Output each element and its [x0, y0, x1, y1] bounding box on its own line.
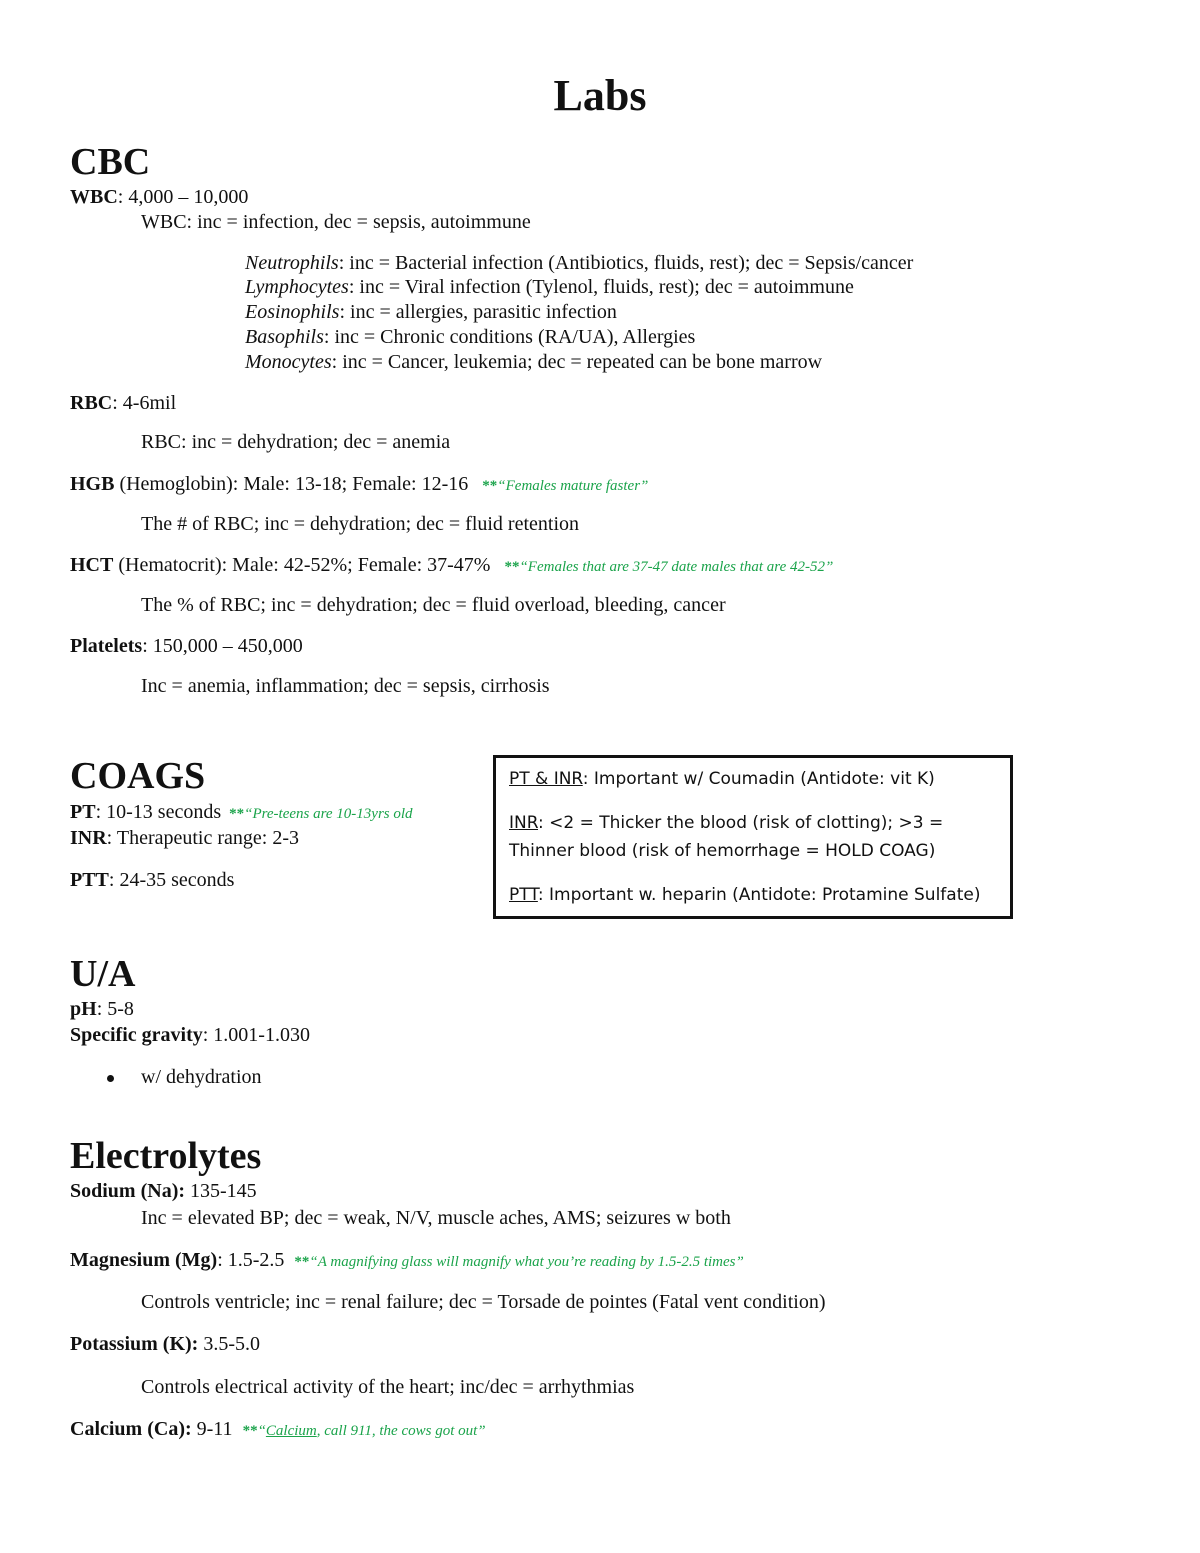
sodium-line [70, 1180, 257, 1203]
magnesium-value: : 1.5-2.5 [217, 1249, 285, 1271]
sodium-note: Inc = elevated BP; dec = weak, N/V, muscle aches, AMS; seizures w both [141, 1207, 731, 1229]
diff-name: Basophils [245, 326, 324, 348]
hgb-label: HGB [70, 473, 115, 495]
pt-line [70, 801, 413, 824]
magnesium-mnemonic: **“A magnifying glass will magnify what you’re reading by 1.5-2.5 times” [294, 1254, 744, 1270]
bullet-icon [107, 1075, 114, 1082]
inr-line [70, 827, 299, 850]
calcium-value: 9-11 [191, 1418, 233, 1440]
ph-label: pH [70, 998, 97, 1020]
diff-basophils [245, 326, 695, 349]
sg-line [70, 1024, 310, 1047]
ua-heading: U/A [70, 953, 136, 995]
inr-value: : Therapeutic range: 2-3 [106, 827, 299, 849]
ptt-line [70, 869, 234, 892]
electrolytes-heading: Electrolytes [70, 1135, 262, 1177]
box-line-pt-inr [509, 769, 935, 789]
hct-label: HCT [70, 554, 114, 576]
ptt-value: : 24-35 seconds [108, 869, 235, 891]
platelets-value: : 150,000 – 450,000 [142, 635, 303, 657]
potassium-label: Potassium (K): [70, 1333, 199, 1355]
box-label: PTT [509, 885, 538, 905]
sodium-label: Sodium (Na): [70, 1180, 186, 1202]
inr-label: INR [70, 827, 107, 849]
potassium-value: 3.5-5.0 [198, 1333, 260, 1355]
platelets-note: Inc = anemia, inflammation; dec = sepsis, cirrhosis [141, 675, 550, 697]
hct-line [70, 554, 833, 577]
ptt-label: PTT [70, 869, 109, 891]
box-text: : <2 = Thicker the blood (risk of clotting); >3 = [538, 813, 944, 833]
diff-name: Lymphocytes [245, 276, 349, 298]
wbc-value: : 4,000 – 10,000 [117, 186, 249, 208]
diff-text: : inc = Viral infection (Tylenol, fluids, rest); dec = autoimmune [348, 276, 854, 298]
wbc-label: WBC [70, 186, 118, 208]
platelets-line [70, 635, 303, 658]
coag-info-box [493, 755, 1013, 919]
diff-text: : inc = Bacterial infection (Antibiotics, fluids, rest); dec = Sepsis/cancer [338, 252, 914, 274]
rbc-value: : 4-6mil [112, 392, 177, 414]
magnesium-line [70, 1249, 744, 1272]
hgb-mnemonic: **“Females mature faster” [482, 478, 649, 494]
wbc-note: WBC: inc = infection, dec = sepsis, autoimmune [141, 211, 531, 233]
diff-name: Monocytes [245, 351, 332, 373]
box-label: INR [509, 813, 539, 833]
ph-line [70, 998, 134, 1021]
wbc-line [70, 186, 248, 209]
potassium-note: Controls electrical activity of the heart; inc/dec = arrhythmias [141, 1376, 635, 1398]
magnesium-note: Controls ventricle; inc = renal failure; dec = Torsade de pointes (Fatal vent condition) [141, 1291, 826, 1313]
rbc-line [70, 392, 176, 415]
pt-label: PT [70, 801, 96, 823]
rbc-note: RBC: inc = dehydration; dec = anemia [141, 431, 451, 453]
hgb-note: The # of RBC; inc = dehydration; dec = fluid retention [141, 513, 580, 535]
sg-value: : 1.001-1.030 [202, 1024, 310, 1046]
pt-value: : 10-13 seconds [95, 801, 222, 823]
cbc-heading: CBC [70, 141, 151, 183]
ph-value: : 5-8 [96, 998, 134, 1020]
box-text: : Important w. heparin (Antidote: Protamine Sulfate) [537, 885, 981, 905]
box-text: : Important w/ Coumadin (Antidote: vit K) [582, 769, 935, 789]
box-line-ptt [509, 885, 980, 905]
diff-text: : inc = Cancer, leukemia; dec = repeated can be bone marrow [331, 351, 823, 373]
magnesium-label: Magnesium (Mg) [70, 1249, 218, 1271]
platelets-label: Platelets [70, 635, 143, 657]
diff-name: Neutrophils [245, 252, 339, 274]
box-line-inr [509, 813, 943, 833]
calcium-mnemonic: **“Calcium, call 911, the cows got out” [242, 1423, 486, 1439]
potassium-line [70, 1333, 260, 1356]
hct-mnemonic: **“Females that are 37-47 date males that are 42-52” [504, 559, 834, 575]
calcium-line [70, 1418, 486, 1441]
diff-eosinophils [245, 301, 617, 324]
box-label: PT & INR [509, 769, 583, 789]
diff-neutrophils [245, 252, 913, 275]
bullet-item [107, 1066, 262, 1089]
pt-mnemonic: **“Pre-teens are 10-13yrs old [229, 806, 413, 822]
rbc-label: RBC [70, 392, 113, 414]
hct-note: The % of RBC; inc = dehydration; dec = fluid overload, bleeding, cancer [141, 594, 726, 616]
sodium-value: 135-145 [185, 1180, 257, 1202]
calcium-label: Calcium (Ca): [70, 1418, 192, 1440]
coags-heading: COAGS [70, 755, 206, 797]
hgb-value: (Hemoglobin): Male: 13-18; Female: 12-16 [114, 473, 469, 495]
diff-text: : inc = allergies, parasitic infection [339, 301, 617, 323]
hgb-line [70, 473, 648, 496]
page-title: Labs [553, 71, 647, 120]
diff-lymphocytes [245, 276, 854, 299]
sg-label: Specific gravity [70, 1024, 203, 1046]
box-line-inr-cont: Thinner blood (risk of hemorrhage = HOLD COAG) [509, 841, 936, 861]
diff-name: Eosinophils [245, 301, 340, 323]
diff-monocytes [245, 351, 822, 374]
diff-text: : inc = Chronic conditions (RA/UA), Allergies [323, 326, 696, 348]
hct-value: (Hematocrit): Male: 42-52%; Female: 37-47% [113, 554, 491, 576]
bullet-text: w/ dehydration [141, 1066, 262, 1088]
